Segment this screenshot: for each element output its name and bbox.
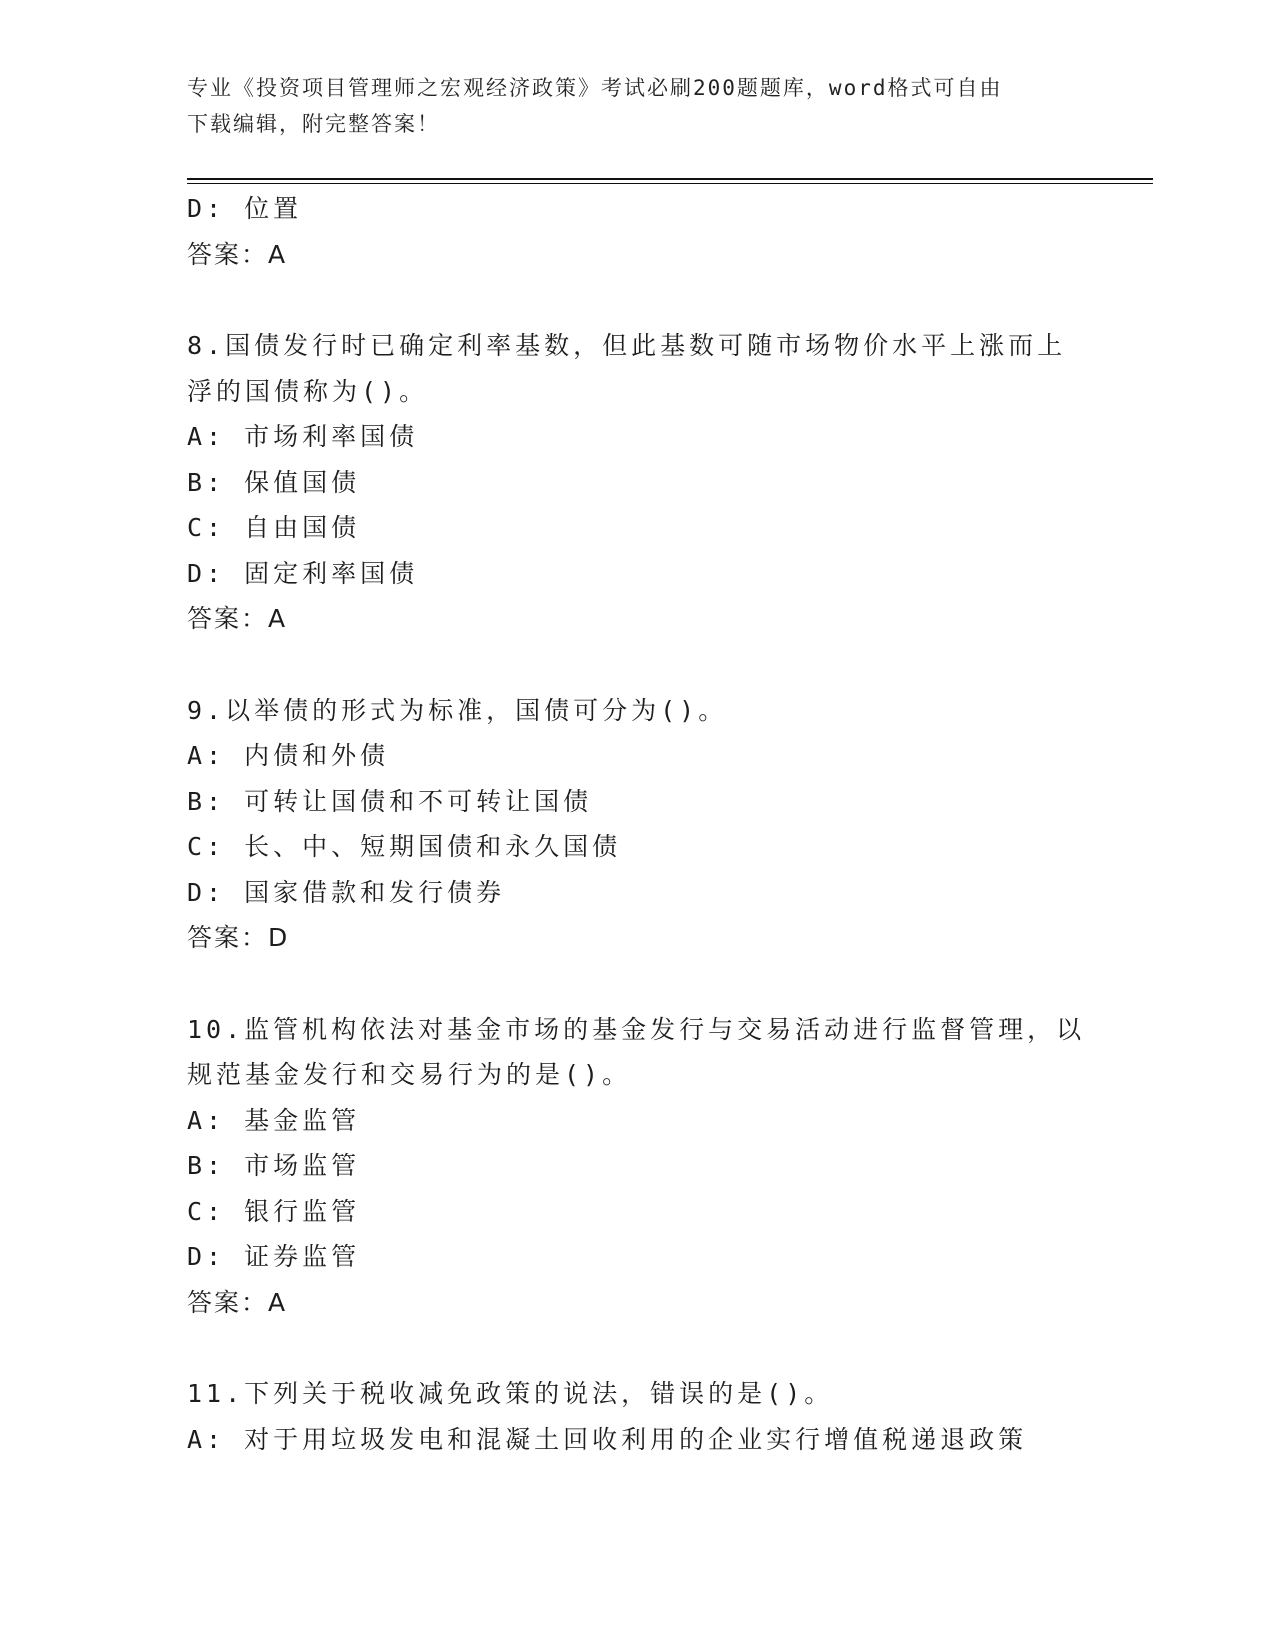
spacer (187, 277, 1147, 323)
question-stem: 10.监管机构依法对基金市场的基金发行与交易活动进行监督管理，以 (187, 1014, 1086, 1044)
question-block-10 (187, 1007, 1147, 1326)
question-block-prev (187, 186, 1147, 277)
option-b: B: 市场监管 (187, 1151, 361, 1180)
question-block-8 (187, 323, 1147, 642)
answer-line: 答案：A (187, 239, 288, 269)
option-b: B: 可转让国债和不可转让国债 (187, 786, 593, 816)
option-c: C: 自由国债 (187, 513, 361, 542)
option-d: D: 国家借款和发行债券 (187, 877, 506, 907)
question-list (187, 186, 1147, 1462)
question-stem-continued: 浮的国债称为()。 (187, 376, 429, 406)
option-a: A: 内债和外债 (187, 741, 390, 770)
question-stem-continued: 规范基金发行和交易行为的是()。 (187, 1060, 632, 1089)
spacer (187, 961, 1147, 1007)
option-c: C: 长、中、短期国债和永久国债 (187, 832, 622, 861)
answer-line: 答案：A (187, 1287, 288, 1317)
answer-line: 答案：A (187, 604, 288, 633)
option-a: A: 市场利率国债 (187, 422, 419, 451)
header-divider-thick (187, 178, 1153, 180)
question-stem: 8.国债发行时已确定利率基数，但此基数可随市场物价水平上涨而上 (187, 331, 1067, 360)
option-d: D: 位置 (187, 194, 303, 223)
option-a: A: 对于用垃圾发电和混凝土回收利用的企业实行增值税递退政策 (187, 1424, 1028, 1454)
question-block-9 (187, 688, 1147, 961)
question-stem: 11.下列关于税收减免政策的说法，错误的是()。 (187, 1379, 834, 1408)
option-c: C: 银行监管 (187, 1196, 361, 1226)
header-line-1: 专业《投资项目管理师之宏观经济政策》考试必刷200题题库，word格式可自由 (187, 76, 1003, 100)
header-divider-thin (187, 183, 1153, 184)
document-header (187, 70, 1087, 142)
answer-line: 答案：D (187, 923, 290, 952)
option-d: D: 证券监管 (187, 1242, 361, 1271)
header-line-2: 下载编辑，附完整答案！ (187, 112, 440, 136)
option-a: A: 基金监管 (187, 1105, 361, 1135)
option-b: B: 保值国债 (187, 467, 361, 497)
option-d: D: 固定利率国债 (187, 558, 419, 588)
question-stem: 9.以举债的形式为标准，国债可分为()。 (187, 695, 728, 725)
spacer (187, 1325, 1147, 1371)
question-block-11 (187, 1371, 1147, 1462)
spacer (187, 642, 1147, 688)
